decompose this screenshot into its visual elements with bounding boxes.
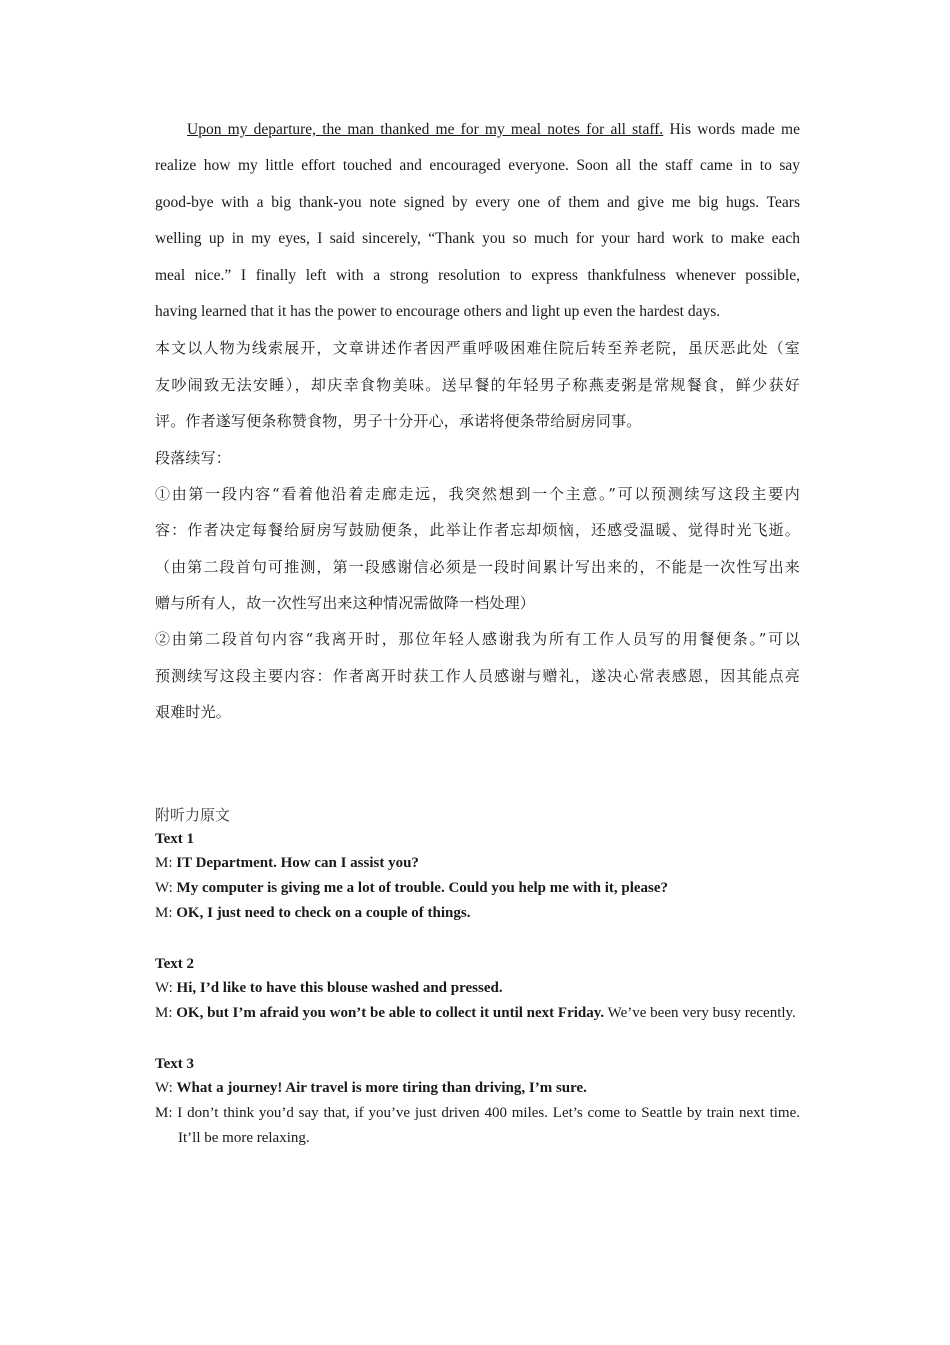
- dialogue-bold: IT Department. How can I assist you?: [176, 855, 419, 871]
- speaker-label: M:: [155, 905, 177, 921]
- text-title: Text 3: [155, 1056, 195, 1072]
- analysis-section: [155, 330, 800, 730]
- analysis-line: 段落续写：: [155, 448, 232, 467]
- dialogue-line: [155, 901, 800, 926]
- essay-line: [155, 112, 800, 148]
- dialogue-line: [155, 851, 800, 876]
- analysis-line: 艰难时光。: [155, 703, 232, 722]
- dialogue-bold: OK, but I’m afraid you won’t be able to collect it until next Friday.: [176, 1005, 605, 1021]
- listening-text-block: [155, 1052, 800, 1151]
- listening-header: 附听力原文: [155, 806, 231, 824]
- dialogue-bold: OK, I just need to check on a couple of things.: [176, 905, 471, 921]
- speaker-label: M:: [155, 1005, 177, 1021]
- document-page: [155, 112, 800, 731]
- dialogue-bold: Hi, I’d like to have this blouse washed and pressed.: [176, 980, 503, 996]
- spacer: [155, 926, 800, 952]
- dialogue-line: [155, 976, 800, 1001]
- analysis-line: 评。作者遂写便条称赞食物，男子十分开心，承诺将便条带给厨房同事。: [155, 412, 642, 431]
- dialogue-line: [155, 1001, 800, 1026]
- listening-text-block: [155, 827, 800, 926]
- essay-line: having learned that it has the power to encourage others and light up even the hardest days.: [155, 302, 721, 320]
- essay-line: realize how my little effort touched and encouraged everyone. Soon all the staff came in to say: [155, 157, 800, 175]
- analysis-line: 预测续写这段主要内容：作者离开时获工作人员感谢与赠礼，遂决心常表感恩，因其能点亮: [155, 666, 800, 685]
- dialogue-normal: I don’t think you’d say that, if you’ve just driven 400 miles. Let’s come to Seattle by train next time. It’ll be more relaxing.: [177, 1105, 800, 1146]
- analysis-line: 容：作者决定每餐给厨房写鼓励便条，此举让作者忘却烦恼，还感受温暖、觉得时光飞逝。: [155, 521, 800, 540]
- dialogue-bold: My computer is giving me a lot of trouble. Could you help me with it, please?: [176, 880, 669, 896]
- speaker-label: W:: [155, 980, 177, 996]
- underlined-sentence: Upon my departure, the man thanked me for my meal notes for all staff.: [187, 121, 664, 138]
- listening-transcript: [155, 803, 800, 1151]
- essay-line: meal nice.” I finally left with a strong resolution to express thankfulness whenever possible,: [155, 266, 800, 284]
- listening-text-block: [155, 952, 800, 1026]
- analysis-line: 赠与所有人，故一次性写出来这种情况需做降一档处理）: [155, 594, 536, 613]
- essay-text: His words made me: [663, 121, 800, 138]
- speaker-label: M:: [155, 855, 177, 871]
- analysis-line: 友吵闹致无法安睡），却庆幸食物美味。送早餐的年轻男子称燕麦粥是常规餐食，鲜少获好: [155, 375, 800, 394]
- analysis-line: 本文以人物为线索展开，文章讲述作者因严重呼吸困难住院后转至养老院，虽厌恶此处（室: [155, 339, 800, 358]
- analysis-line: （由第二段首句可推测，第一段感谢信必须是一段时间累计写出来的，不能是一次性写出来: [155, 557, 800, 576]
- essay-line: welling up in my eyes, I said sincerely, “Thank you so much for your hard work to make each: [155, 230, 800, 248]
- speaker-label: W:: [155, 880, 177, 896]
- text-title: Text 1: [155, 831, 195, 847]
- speaker-label: M:: [155, 1105, 178, 1121]
- essay-paragraph: [155, 112, 800, 330]
- speaker-label: W:: [155, 1080, 177, 1096]
- dialogue-line: [155, 876, 800, 901]
- dialogue-bold: What a journey! Air travel is more tiring than driving, I’m sure.: [176, 1080, 587, 1096]
- dialogue-normal: We’ve been very busy recently.: [604, 1005, 796, 1021]
- analysis-line: ①由第一段内容“看着他沿着走廊走远，我突然想到一个主意。”可以预测续写这段主要内: [155, 484, 800, 503]
- analysis-line: ②由第二段首句内容“我离开时，那位年轻人感谢我为所有工作人员写的用餐便条。”可以: [155, 630, 800, 649]
- dialogue-line: [155, 1076, 800, 1101]
- spacer: [155, 1026, 800, 1052]
- text-title: Text 2: [155, 956, 195, 972]
- essay-line: good-bye with a big thank-you note signed by every one of them and give me big hugs. Tears: [155, 193, 800, 211]
- dialogue-line: [155, 1101, 800, 1151]
